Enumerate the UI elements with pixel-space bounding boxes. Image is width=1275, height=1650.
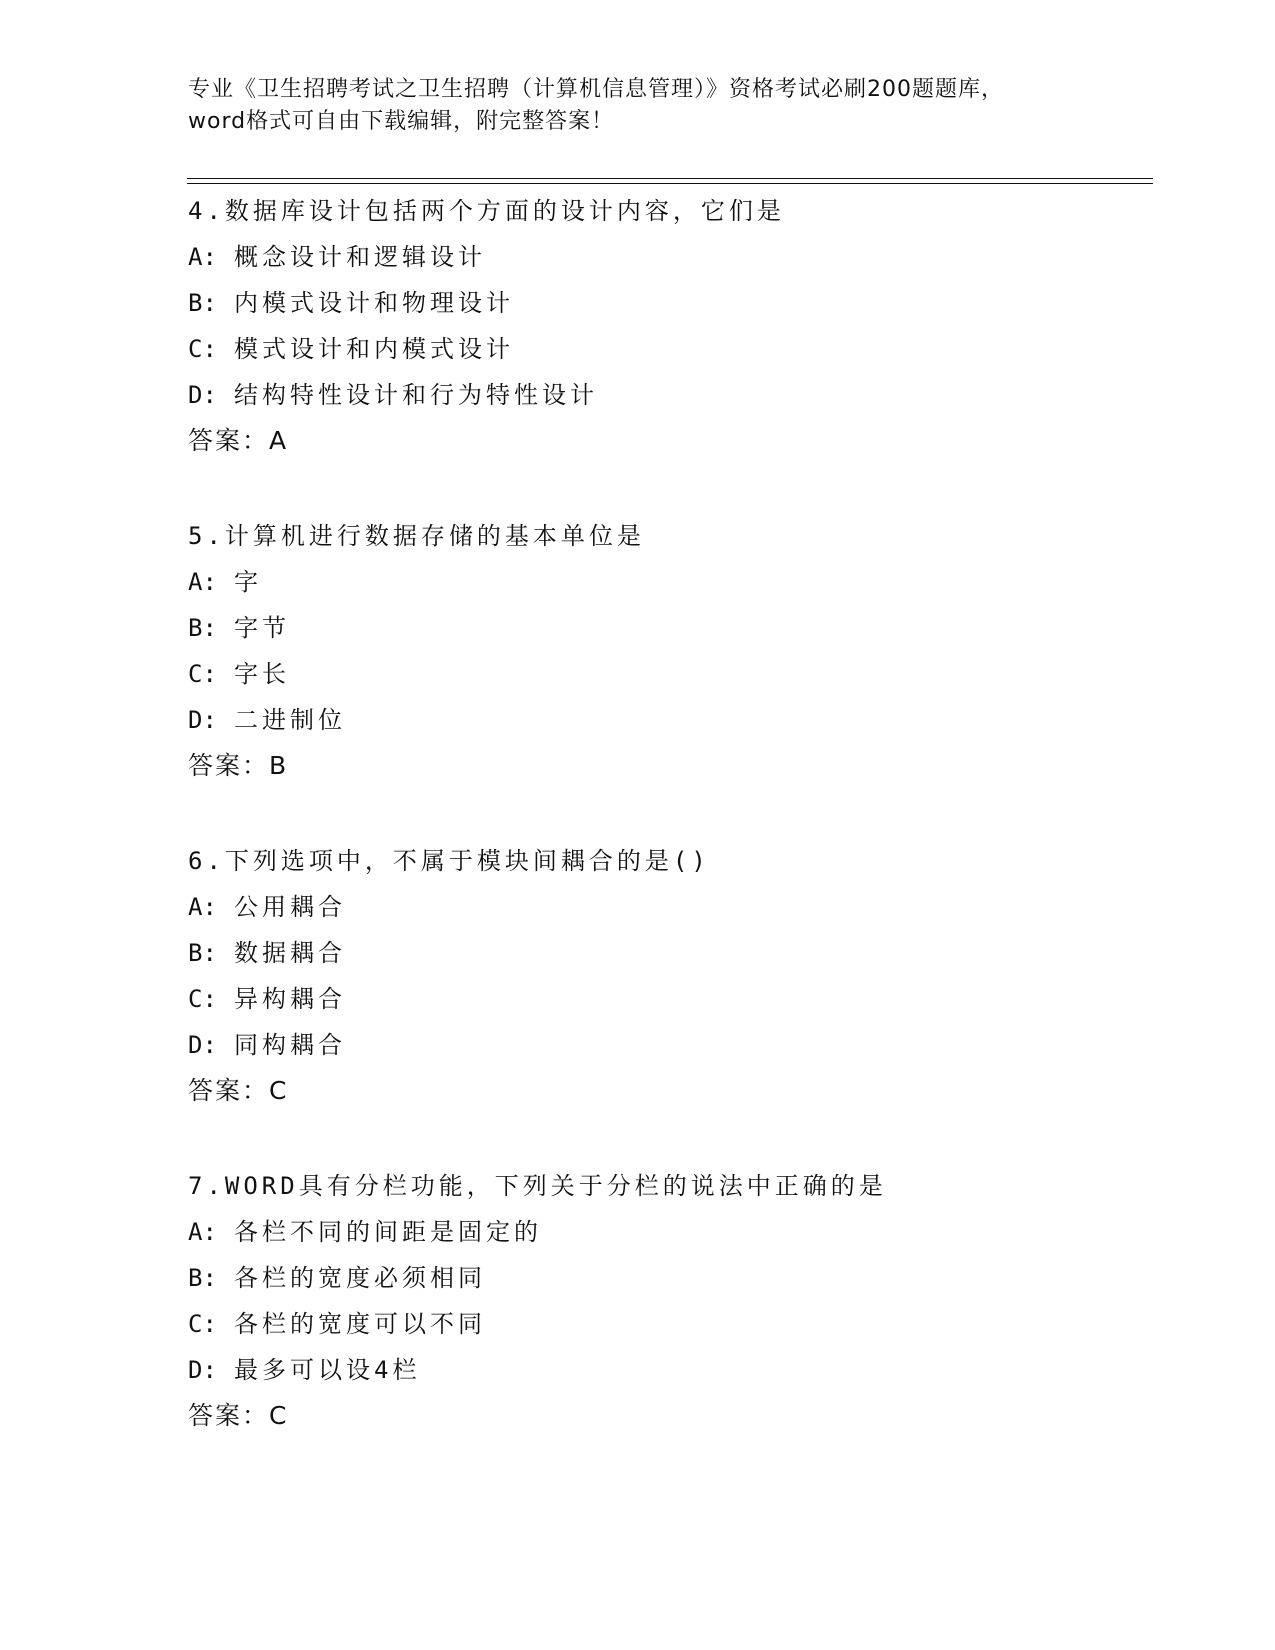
option-c [188, 326, 1148, 372]
option-text: 内模式设计和物理设计 [234, 289, 514, 317]
option-c [188, 651, 1148, 697]
option-a [188, 1209, 1148, 1255]
question-5 [188, 513, 1148, 789]
option-text: 数据耦合 [234, 939, 346, 967]
question-6 [188, 838, 1148, 1114]
option-letter: A: [188, 568, 217, 596]
option-letter: B: [188, 1264, 217, 1292]
option-c [188, 976, 1148, 1022]
option-b [188, 930, 1148, 976]
option-d [188, 372, 1148, 418]
option-text: 字节 [234, 614, 290, 642]
option-text: 字长 [234, 660, 290, 688]
option-letter: B: [188, 939, 217, 967]
option-letter: C: [188, 1310, 217, 1338]
option-letter: B: [188, 289, 217, 317]
option-letter: D: [188, 1031, 217, 1059]
option-b [188, 280, 1148, 326]
option-letter: C: [188, 985, 217, 1013]
option-letter: A: [188, 243, 217, 271]
option-text: 字 [234, 568, 262, 596]
option-text: 各栏不同的间距是固定的 [234, 1218, 542, 1246]
option-c [188, 1301, 1148, 1347]
answer-line: 答案：A [188, 426, 289, 455]
question-7 [188, 1163, 1148, 1439]
answer-line: 答案：C [188, 1076, 289, 1105]
option-b [188, 605, 1148, 651]
option-text: 各栏的宽度必须相同 [234, 1264, 486, 1292]
option-letter: D: [188, 381, 217, 409]
header-divider-bottom [187, 183, 1153, 184]
question-stem: 6.下列选项中，不属于模块间耦合的是() [188, 847, 710, 875]
question-stem: 7.WORD具有分栏功能，下列关于分栏的说法中正确的是 [188, 1172, 887, 1200]
option-text: 概念设计和逻辑设计 [234, 243, 486, 271]
option-a [188, 559, 1148, 605]
header-line-1: 专业《卫生招聘考试之卫生招聘（计算机信息管理）》资格考试必刷200题题库， [188, 77, 1004, 102]
option-letter: D: [188, 1356, 217, 1384]
option-letter: A: [188, 893, 217, 921]
option-letter: A: [188, 1218, 217, 1246]
option-text: 同构耦合 [234, 1031, 346, 1059]
header-line-2: word格式可自由下载编辑，附完整答案！ [188, 109, 615, 134]
option-letter: B: [188, 614, 217, 642]
option-a [188, 234, 1148, 280]
option-text: 各栏的宽度可以不同 [234, 1310, 486, 1338]
option-text: 异构耦合 [234, 985, 346, 1013]
option-letter: C: [188, 660, 217, 688]
option-b [188, 1255, 1148, 1301]
option-text: 二进制位 [234, 706, 346, 734]
question-stem: 4.数据库设计包括两个方面的设计内容，它们是 [188, 197, 785, 225]
question-4 [188, 188, 1148, 464]
option-a [188, 884, 1148, 930]
option-d [188, 1022, 1148, 1068]
option-letter: C: [188, 335, 217, 363]
option-text: 最多可以设4栏 [234, 1356, 421, 1384]
answer-line: 答案：B [188, 751, 289, 780]
option-d [188, 697, 1148, 743]
option-text: 公用耦合 [234, 893, 346, 921]
option-d [188, 1347, 1148, 1393]
header-divider-top [187, 178, 1153, 179]
option-letter: D: [188, 706, 217, 734]
document-header [188, 74, 1088, 138]
answer-line: 答案：C [188, 1401, 289, 1430]
option-text: 模式设计和内模式设计 [234, 335, 514, 363]
option-text: 结构特性设计和行为特性设计 [234, 381, 598, 409]
question-list [188, 188, 1148, 1488]
question-stem: 5.计算机进行数据存储的基本单位是 [188, 522, 645, 550]
